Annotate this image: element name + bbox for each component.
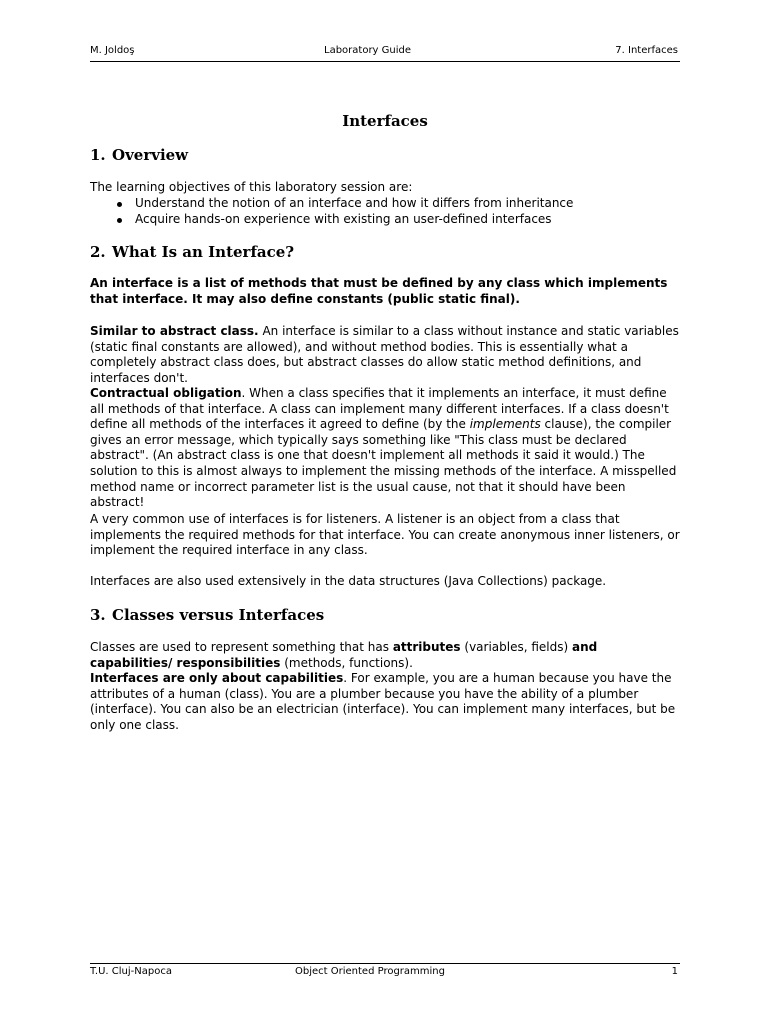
contract-text-1: . When a class specifies that it implements an interface, it must define all methods of that interface. A class can implement many different interfaces. If a class doesn't define all methods of the interfaces it agreed to define (by the [90, 386, 669, 432]
page-footer [90, 963, 680, 980]
contractual-obligation-paragraph [90, 386, 682, 511]
list-item: Understand the notion of an interface and how it differs from inheritance [114, 196, 674, 212]
similar-label: Similar to abstract class. [90, 324, 259, 338]
page-title: Interfaces [342, 112, 428, 130]
section-heading-what-is-interface [90, 243, 294, 261]
definition-text: An interface is a list of methods that must be defined by any class which implements that interface. It may also define constants (public static final). [90, 276, 668, 306]
cvi-capabilities: and capabilities/ responsibilities [90, 640, 598, 670]
header-guide-title: Laboratory Guide [324, 45, 412, 56]
section-title: What Is an Interface? [112, 243, 295, 261]
footer-page-number: 1 [671, 966, 678, 977]
objectives-list [114, 196, 674, 227]
collections-paragraph: Interfaces are also used extensively in the data structures (Java Collections) package. [90, 574, 607, 588]
cvi-text-4: . For example, you are a human because you have the attributes of a human (class). You are a plumber because you have the ability of a plumber (interface). You can also be an electrician (interface). You can implement many interfaces, but be only one class. [90, 671, 676, 732]
overview-intro: The learning objectives of this laboratory session are: [90, 180, 413, 194]
implements-keyword: implements [469, 417, 541, 432]
footer-institution: T.U. Cluj-Napoca [90, 966, 172, 977]
footer-course: Object Oriented Programming [295, 966, 445, 977]
section-heading-classes-vs-interfaces [90, 606, 324, 624]
header-author: M. Joldoş [90, 45, 135, 56]
classes-vs-interfaces-paragraph [90, 640, 682, 734]
section-title: Classes versus Interfaces [112, 606, 325, 624]
section-number: 3. [90, 606, 106, 624]
section-heading-overview [90, 146, 188, 164]
cvi-attributes: attributes [392, 640, 461, 654]
similar-to-abstract-paragraph [90, 324, 682, 386]
contract-label: Contractual obligation [90, 386, 242, 400]
cvi-text-2: (variables, fields) [460, 640, 573, 654]
similar-text: An interface is similar to a class without instance and static variables (static final constants are allowed), and without method bodies. This is essentially what a completely abstract class does, but abstract classes do allow static method definitions, and interfaces don't. [90, 324, 679, 385]
cvi-interfaces-only: Interfaces are only about capabilities [90, 671, 344, 686]
contract-text-2: clause), the compiler gives an error message, which typically says something like "This class must be declared abstract". (An abstract class is one that doesn't implement all methods it said it would.) The solution to this is almost always to implement the missing methods of the interface. A misspelled method name or incorrect parameter list is the usual cause, not that it should have been abstract! [90, 417, 677, 510]
listeners-paragraph: A very common use of interfaces is for listeners. A listener is an object from a class that implements the required methods for that interface. You can create anonymous inner listeners, or implement the required interface in any class. [90, 512, 680, 558]
cvi-text-1: Classes are used to represent something that has [90, 640, 393, 654]
cvi-text-3: (methods, functions). [280, 655, 413, 670]
interface-definition [90, 276, 682, 307]
section-number: 2. [90, 243, 106, 261]
page-header [90, 45, 680, 62]
list-item: Acquire hands-on experience with existing an user-defined interfaces [114, 212, 674, 228]
section-title: Overview [112, 146, 189, 164]
section-number: 1. [90, 146, 106, 164]
header-chapter: 7. Interfaces [615, 45, 678, 56]
